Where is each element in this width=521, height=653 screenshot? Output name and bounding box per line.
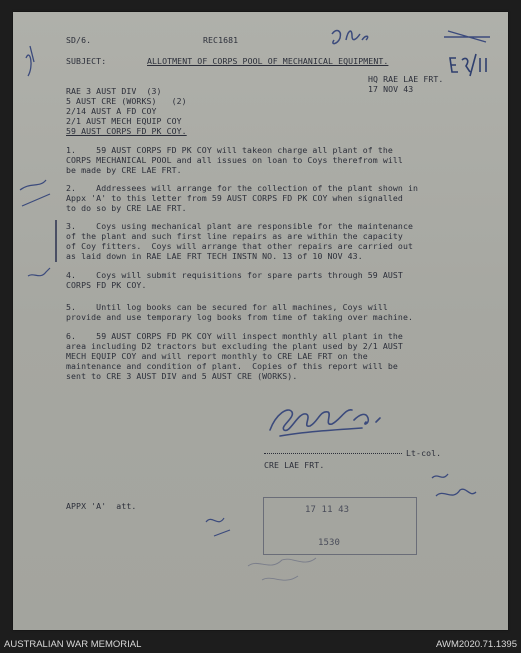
paragraph-line: 6. 59 AUST CORPS FD PK COY will inspect monthly all plant in the (66, 331, 403, 341)
paragraph-line: 2. Addressees will arrange for the collection of the plant shown in (66, 183, 419, 193)
addressee: 5 AUST CRE (WORKS) (2) (66, 96, 187, 106)
addressee: 2/1 AUST MECH EQUIP COY (66, 116, 182, 126)
addressee: 59 AUST CORPS FD PK COY. (66, 126, 187, 136)
addressee: RAE 3 AUST DIV (3) (66, 86, 162, 96)
stamp-number: 1530 (318, 538, 341, 548)
paragraph-line: MECH EQUIP COY and will report monthly to CRE LAE FRT on the (66, 351, 368, 361)
appendix-note: APPX 'A' att. (66, 501, 137, 511)
addressee: 2/14 AUST A FD COY (66, 106, 157, 116)
paragraph-line: 1. 59 AUST CORPS FD PK COY will takeon charge all plant of the (66, 145, 393, 155)
paragraph-line: 4. Coys will submit requisitions for spare parts through 59 AUST (66, 270, 403, 280)
stamp-date: 17 11 43 (305, 505, 350, 515)
paragraph-line: CORPS FD PK COY. (66, 280, 147, 290)
paragraph-line: 5. Until log books can be secured for all machines, Coys will (66, 302, 388, 312)
signatory-office: CRE LAE FRT. (264, 460, 325, 470)
signatory-rank: Lt-col. (406, 448, 442, 458)
paragraph-line: provide and use temporary log books from time of taking over machine. (66, 312, 414, 322)
archive-footer (0, 636, 521, 653)
paragraph-line: to do so by CRE LAE FRT. (66, 203, 187, 213)
paragraph-line: of Coy fitters. Coys will arrange that other repairs are carried out (66, 241, 414, 251)
headquarters-line: HQ RAE LAE FRT. (368, 74, 444, 84)
paragraph-line: area including D2 tractors but excluding the plant used by 2/1 AUST (66, 341, 403, 351)
paragraph-line: 3. Coys using mechanical plant are responsible for the maintenance (66, 221, 414, 231)
paragraph-line: CORPS MECHANICAL POOL and all issues on loan to Coys therefrom will (66, 155, 403, 165)
paragraph-line: maintenance and condition of plant. Copies of this report will be (66, 361, 398, 371)
footer-accession-number: AWM2020.71.1395 (436, 639, 517, 650)
footer-institution: AUSTRALIAN WAR MEMORIAL (4, 639, 142, 650)
registry-number: REC1681 (203, 35, 239, 45)
paragraph-line: of the plant and such first line repairs as are within the capacity (66, 231, 403, 241)
file-reference: SD/6. (66, 35, 92, 45)
paragraph-line: Appx 'A' to this letter from 59 AUST CORPS FD PK COY when signalled (66, 193, 403, 203)
subject-label: SUBJECT: (66, 56, 107, 66)
paragraph-line: be made by CRE LAE FRT. (66, 165, 182, 175)
paragraph-line: sent to CRE 3 AUST DIV and 5 AUST CRE (WORKS). (66, 371, 298, 381)
paragraph-line: as laid down in RAE LAE FRT TECH INSTN NO. 13 of 10 NOV 43. (66, 251, 363, 261)
subject-title: ALLOTMENT OF CORPS POOL OF MECHANICAL EQUIPMENT. (147, 56, 389, 66)
document-date: 17 NOV 43 (368, 84, 414, 94)
